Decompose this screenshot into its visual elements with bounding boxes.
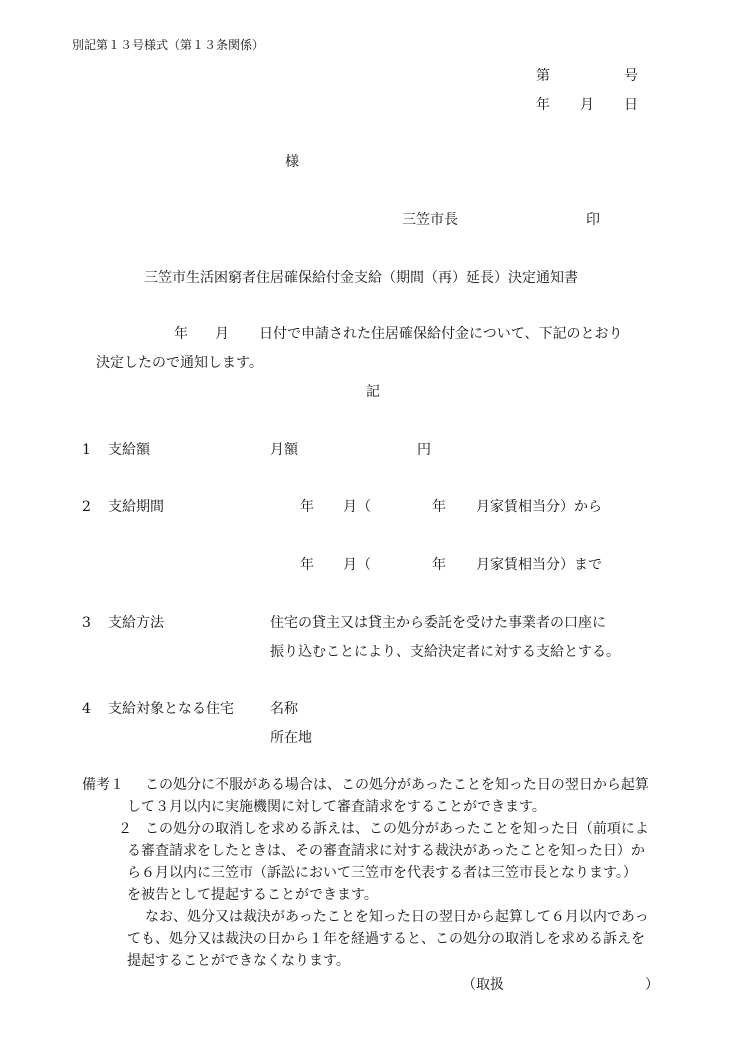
period-from-rent: 月家賃相当分）から [476,499,602,515]
date-year: 年 [536,97,550,113]
remark2-line3: ら６月以内に三笠市（訴訟において三笠市を代表する者は三笠市長となります。） [127,865,637,881]
item4-label: 支給対象となる住宅 [108,701,234,717]
intro-year: 年 [174,326,188,342]
item2-label: 支給期間 [108,499,164,515]
item3-label: 支給方法 [108,615,164,631]
ki-heading: 記 [366,384,380,400]
housing-address-label: 所在地 [270,730,312,746]
item4-number: 4 [82,701,91,717]
intro-text-line2: 決定したので通知します。 [96,355,263,371]
remark2-number: ２ [118,821,132,837]
item1-number: 1 [82,442,91,458]
period-to-rent: 月家賃相当分）まで [476,557,602,573]
item1-label: 支給額 [108,442,150,458]
remark3-line3: 提起することができなくなります。 [127,953,350,969]
remark2-line2: る審査請求をしたときは、その審査請求に対する裁決があったことを知った日）か [127,843,645,859]
yen-unit: 円 [417,442,431,458]
period-to-month: 月（ [343,557,371,573]
remark2-line1: この処分の取消しを求める訴えは、この処分があったことを知った日（前項によ [145,821,649,837]
remarks-label: 備考１ [82,777,124,793]
remark1-line2: して３月以内に実施機関に対して審査請求をすることができます。 [127,799,546,815]
sender-title: 三笠市長 [402,212,458,228]
handler-open: （取扱 [462,977,504,993]
remark3-line2: ても、処分又は裁決の日から１年を経過すると、この処分の取消しを求める訴えを [127,931,645,947]
period-to-year: 年 [300,557,314,573]
period-from-year: 年 [300,499,314,515]
period-from-month: 月（ [343,499,371,515]
housing-name-label: 名称 [270,701,298,717]
seal-mark: 印 [586,212,600,228]
method-line1: 住宅の貸主又は貸主から委託を受けた事業者の口座に [270,615,606,631]
number-suffix: 号 [624,68,638,84]
item3-number: 3 [82,615,91,631]
item2-number: 2 [82,499,91,515]
period-from-rent-year: 年 [432,499,446,515]
addressee-suffix: 様 [285,154,299,170]
method-line2: 振り込むことにより、支給決定者に対する支給とする。 [270,644,620,660]
document-title: 三笠市生活困窮者住居確保給付金支給（期間（再）延長）決定通知書 [144,270,578,286]
remark3-line1: なお、処分又は裁決があったことを知った日の翌日から起算して６月以内であっ [145,909,649,925]
date-month: 月 [580,97,594,113]
monthly-amount-label: 月額 [270,442,298,458]
number-prefix: 第 [536,68,550,84]
date-day: 日 [624,97,638,113]
intro-month: 月 [215,326,229,342]
remark2-line4: を被告として提起することができます。 [127,887,378,903]
handler-close: ） [645,977,659,993]
intro-text-line1: 日付で申請された住居確保給付金について、下記のとおり [259,326,623,342]
period-to-rent-year: 年 [432,557,446,573]
remark1-line1: この処分に不服がある場合は、この処分があったことを知った日の翌日から起算 [145,777,649,793]
form-label: 別記第１３号様式（第１３条関係） [72,38,265,52]
